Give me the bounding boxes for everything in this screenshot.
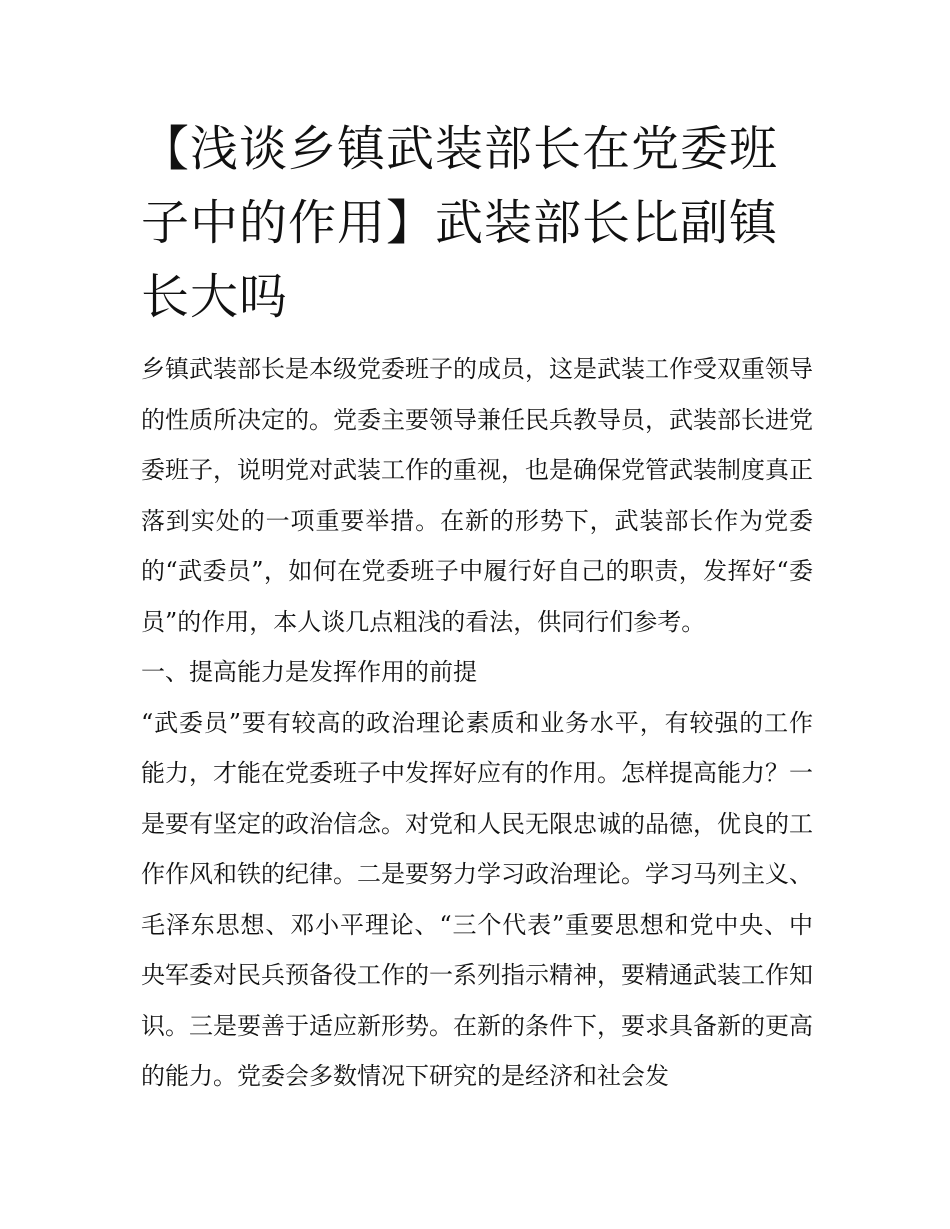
document-page [141,112,813,1102]
paragraph-section-1: “武委员”要有较高的政治理论素质和业务水平，有较强的工作能力，才能在党委班子中发挥好应有的作用。怎样提高能力？一是要有坚定的政治信念。对党和人民无限忠诚的品德，优良的工作作风和铁的纪律。二是要努力学习政治理论。学习马列主义、毛泽东思想、邓小平理论、“三个代表”重要思想和党中央、中央军委对民兵预备役工作的一系列指示精神，要精通武装工作知识。三是要善于适应新形势。在新的条件下，要求具备新的更高的能力。党委会多数情况下研究的是经济和社会发 [141,708,813,1090]
document-title: 【浅谈乡镇武装部长在党委班子中的作用】武装部长比副镇长大吗 [141,121,779,325]
document-body [141,344,813,1102]
paragraph-intro: 乡镇武装部长是本级党委班子的成员，这是武装工作受双重领导的性质所决定的。党委主要领导兼任民兵教导员，武装部长进党委班子，说明党对武装工作的重视，也是确保党管武装制度真正落到实处的一项重要举措。在新的形势下，武装部长作为党委的“武委员”，如何在党委班子中履行好自己的职责，发挥好“委员”的作用，本人谈几点粗浅的看法，供同行们参考。 [141,355,813,636]
section-heading-1: 一、提高能力是发挥作用的前提 [141,658,477,686]
